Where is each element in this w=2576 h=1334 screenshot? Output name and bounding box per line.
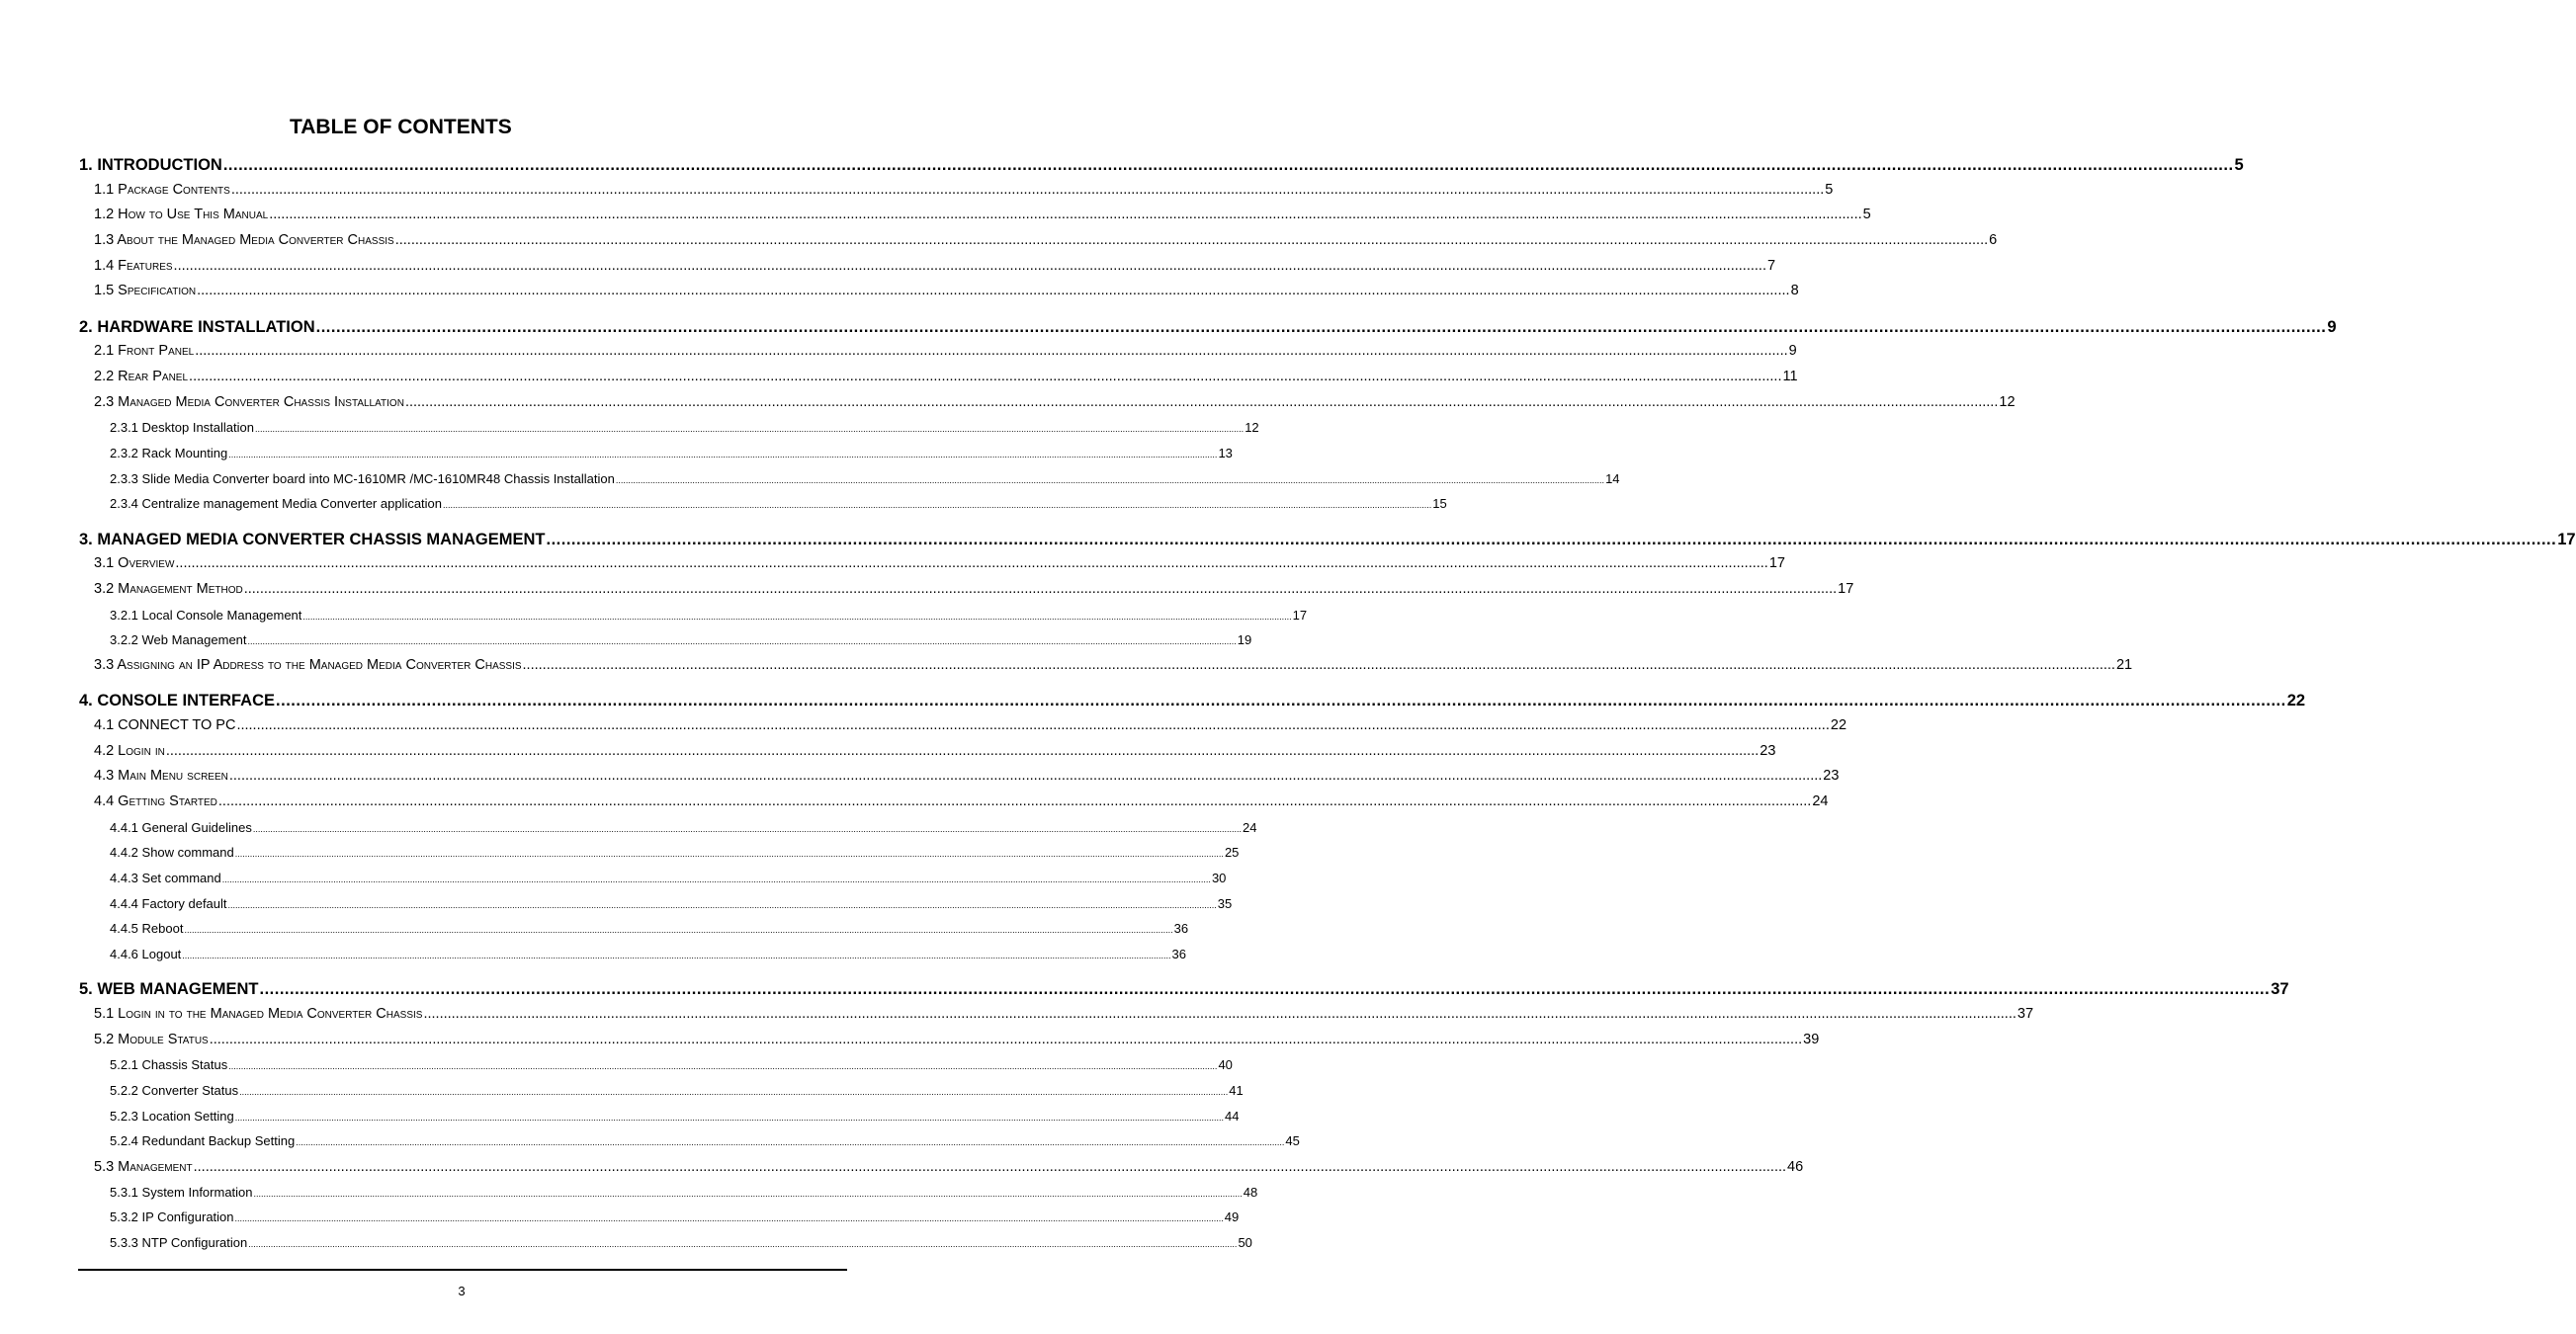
toc-entry-page: 9 (2327, 318, 2337, 336)
toc-entry[interactable] (110, 871, 1227, 885)
toc-entry-page: 21 (2115, 657, 2133, 673)
toc-entry[interactable] (94, 717, 1847, 733)
toc-entry[interactable] (110, 496, 1447, 511)
toc-entry-label: 5.2.3 Location Setting (110, 1109, 234, 1124)
toc-entry-page: 37 (2017, 1006, 2034, 1022)
toc-entry[interactable] (110, 608, 1308, 623)
toc-entry[interactable] (94, 793, 1829, 809)
toc-entry[interactable] (110, 947, 1186, 961)
toc-dot-leader: ................................................................................................................................................................................................................................................................................................................................................................................................................ (222, 156, 2234, 174)
toc-entry-page: 50 (1238, 1235, 1252, 1250)
toc-dot-leader: ................................................................................................................................................................................................................................................................................................................................................................................................................ (230, 182, 1825, 198)
toc-entry-page: 14 (1605, 471, 1620, 486)
toc-entry-label: 4.4.4 Factory default (110, 896, 227, 911)
toc-entry-label: 3.1 Overview (94, 555, 175, 571)
toc-entry[interactable] (94, 369, 1798, 384)
toc-entry[interactable] (110, 632, 1252, 647)
toc-entry[interactable] (94, 207, 1871, 222)
toc-entry-page: 17 (2557, 531, 2576, 548)
toc-dot-leader: ................................................................................................................................................................................................................................................................................................................................................................................................................ (315, 318, 2327, 336)
toc-entry-label: 5.2.1 Chassis Status (110, 1057, 228, 1072)
toc-dot-leader: ................................................................................................................................................................................................................................................................................................................................................................................................................ (228, 1061, 1218, 1071)
toc-entry-label: 1.1 Package Contents (94, 182, 230, 198)
toc-entry[interactable] (94, 1032, 1820, 1047)
toc-entry-page: 5 (1825, 182, 1834, 198)
toc-entry-page: 40 (1218, 1057, 1233, 1072)
toc-entry-label: 5.2.2 Converter Status (110, 1083, 239, 1098)
toc-entry-label: 1.5 Specification (94, 283, 197, 298)
toc-entry-label: 5. WEB MANAGEMENT (79, 980, 259, 998)
toc-dot-leader: ................................................................................................................................................................................................................................................................................................................................................................................................................ (165, 743, 1760, 759)
toc-entry-page: 12 (1999, 394, 2016, 410)
toc-dot-leader: ................................................................................................................................................................................................................................................................................................................................................................................................................ (247, 636, 1237, 646)
toc-entry-page: 35 (1217, 896, 1233, 911)
toc-entry-label: 1. INTRODUCTION (79, 156, 222, 174)
toc-entry-label: 1.4 Features (94, 258, 173, 274)
toc-dot-leader: ................................................................................................................................................................................................................................................................................................................................................................................................................ (182, 951, 1171, 960)
toc-dot-leader: ................................................................................................................................................................................................................................................................................................................................................................................................................ (269, 207, 1862, 222)
toc-entry-page: 15 (1432, 496, 1447, 511)
toc-dot-leader: ................................................................................................................................................................................................................................................................................................................................................................................................................ (423, 1006, 2017, 1022)
toc-dot-leader: ................................................................................................................................................................................................................................................................................................................................................................................................................ (239, 1087, 1229, 1097)
toc-entry-page: 24 (1243, 820, 1257, 835)
toc-dot-leader: ................................................................................................................................................................................................................................................................................................................................................................................................................ (173, 258, 1766, 274)
toc-entry-label: 4.4.3 Set command (110, 871, 221, 885)
toc-entry[interactable] (110, 845, 1240, 860)
toc-entry[interactable] (79, 980, 2289, 999)
toc-entry-page: 45 (1285, 1133, 1300, 1148)
toc-entry-label: 3. MANAGED MEDIA CONVERTER CHASSIS MANAGEMENT (79, 531, 546, 548)
toc-entry-label: 5.2 Module Status (94, 1032, 209, 1047)
toc-dot-leader: ................................................................................................................................................................................................................................................................................................................................................................................................................ (394, 232, 1989, 248)
toc-entry-label: 4.4.1 General Guidelines (110, 820, 252, 835)
toc-dot-leader: ................................................................................................................................................................................................................................................................................................................................................................................................................ (259, 980, 2271, 998)
toc-dot-leader: ................................................................................................................................................................................................................................................................................................................................................................................................................ (253, 1189, 1243, 1199)
toc-entry-label: 5.1 Login in to the Managed Media Converter Chassis (94, 1006, 423, 1022)
toc-entry[interactable] (94, 182, 1834, 198)
toc-dot-leader: ................................................................................................................................................................................................................................................................................................................................................................................................................ (193, 1159, 1787, 1175)
toc-entry-label: 4.2 Login in (94, 743, 165, 759)
toc-entry-page: 44 (1224, 1109, 1240, 1124)
toc-entry[interactable] (110, 1235, 1252, 1250)
toc-dot-leader: ................................................................................................................................................................................................................................................................................................................................................................................................................ (404, 394, 1999, 410)
toc-entry-label: 3.2.2 Web Management (110, 632, 247, 647)
toc-entry-label: 4.4.6 Logout (110, 947, 182, 961)
toc-dot-leader: ................................................................................................................................................................................................................................................................................................................................................................................................................ (197, 283, 1790, 298)
toc-dot-leader: ................................................................................................................................................................................................................................................................................................................................................................................................................ (276, 692, 2286, 709)
toc-entry-label: 4. CONSOLE INTERFACE (79, 692, 276, 709)
toc-dot-leader: ................................................................................................................................................................................................................................................................................................................................................................................................................ (234, 1213, 1224, 1223)
toc-entry-page: 36 (1173, 921, 1189, 936)
toc-dot-leader: ................................................................................................................................................................................................................................................................................................................................................................................................................ (522, 657, 2115, 673)
toc-dot-leader: ................................................................................................................................................................................................................................................................................................................................................................................................................ (175, 555, 1768, 571)
toc-entry-page: 22 (2286, 692, 2306, 709)
toc-entry[interactable] (94, 1006, 2034, 1022)
page-number: 3 (458, 1284, 466, 1298)
toc-entry[interactable] (94, 657, 2133, 673)
toc-entry-page: 17 (1838, 581, 1854, 597)
toc-entry[interactable] (110, 1185, 1258, 1200)
toc-entry[interactable] (110, 446, 1233, 460)
toc-entry-page: 6 (1989, 232, 1998, 248)
toc-entry-page: 41 (1229, 1083, 1244, 1098)
toc-entry-label: 4.4.2 Show command (110, 845, 234, 860)
toc-entry[interactable] (94, 258, 1776, 274)
toc-entry-page: 5 (2234, 156, 2244, 174)
toc-entry-label: 4.1 CONNECT TO PC (94, 717, 236, 733)
toc-dot-leader: ................................................................................................................................................................................................................................................................................................................................................................................................................ (195, 343, 1788, 359)
toc-entry-label: 2.3.2 Rack Mounting (110, 446, 228, 460)
toc-dot-leader: ................................................................................................................................................................................................................................................................................................................................................................................................................ (221, 875, 1211, 884)
toc-entry-label: 4.4.5 Reboot (110, 921, 184, 936)
toc-entry-label: 1.3 About the Managed Media Converter Chassis (94, 232, 394, 248)
toc-entry[interactable] (94, 581, 1854, 597)
toc-entry-page: 39 (1803, 1032, 1820, 1047)
toc-entry-page: 25 (1224, 845, 1240, 860)
toc-entry-label: 2.3.3 Slide Media Converter board into MC-1610MR /MC-1610MR48 Chassis Installation (110, 471, 615, 486)
toc-entry-page: 23 (1760, 743, 1776, 759)
toc-dot-leader: ................................................................................................................................................................................................................................................................................................................................................................................................................ (236, 717, 1830, 733)
toc-entry-page: 5 (1862, 207, 1871, 222)
toc-dot-leader: ................................................................................................................................................................................................................................................................................................................................................................................................................ (443, 500, 1432, 510)
toc-dot-leader: ................................................................................................................................................................................................................................................................................................................................................................................................................ (546, 531, 2557, 548)
toc-entry-page: 37 (2271, 980, 2289, 998)
toc-entry[interactable] (110, 896, 1233, 911)
toc-entry[interactable] (110, 1057, 1233, 1072)
toc-entry-page: 22 (1830, 717, 1847, 733)
toc-entry-label: 3.3 Assigning an IP Address to the Managed Media Converter Chassis (94, 657, 522, 673)
toc-entry[interactable] (94, 555, 1785, 571)
toc-entry[interactable] (79, 156, 2244, 175)
toc-entry-page: 46 (1787, 1159, 1804, 1175)
toc-entry-page: 8 (1790, 283, 1799, 298)
footer-rule (78, 1269, 847, 1271)
toc-entry[interactable] (110, 471, 1620, 486)
toc-dot-leader: ................................................................................................................................................................................................................................................................................................................................................................................................................ (243, 581, 1838, 597)
toc-entry-page: 49 (1224, 1209, 1240, 1224)
toc-entry-page: 13 (1218, 446, 1233, 460)
toc-entry-page: 23 (1823, 768, 1840, 784)
toc-entry-page: 19 (1237, 632, 1252, 647)
toc-entry[interactable] (94, 343, 1797, 359)
toc-entry[interactable] (79, 531, 2576, 549)
toc-entry-label: 2.2 Rear Panel (94, 369, 189, 384)
toc-dot-leader: ................................................................................................................................................................................................................................................................................................................................................................................................................ (254, 424, 1245, 434)
toc-dot-leader: ................................................................................................................................................................................................................................................................................................................................................................................................................ (228, 768, 1823, 784)
toc-entry[interactable] (94, 232, 1998, 248)
toc-entry[interactable] (110, 420, 1259, 435)
toc-entry[interactable] (79, 318, 2337, 337)
toc-dot-leader: ................................................................................................................................................................................................................................................................................................................................................................................................................ (184, 925, 1173, 935)
toc-entry-label: 3.2 Management Method (94, 581, 243, 597)
toc-entry-label: 2.3.1 Desktop Installation (110, 420, 254, 435)
toc-dot-leader: ................................................................................................................................................................................................................................................................................................................................................................................................................ (296, 1137, 1285, 1147)
toc-entry-label: 2. HARDWARE INSTALLATION (79, 318, 315, 336)
toc-entry[interactable] (110, 1109, 1240, 1124)
toc-entry-page: 30 (1211, 871, 1227, 885)
toc-entry-label: 5.3.1 System Information (110, 1185, 253, 1200)
toc-entry-label: 2.3 Managed Media Converter Chassis Installation (94, 394, 404, 410)
toc-entry-page: 17 (1768, 555, 1785, 571)
toc-entry[interactable] (94, 1159, 1804, 1175)
toc-entry-page: 48 (1243, 1185, 1258, 1200)
toc-entry[interactable] (94, 283, 1799, 298)
toc-dot-leader: ................................................................................................................................................................................................................................................................................................................................................................................................................ (234, 849, 1224, 859)
toc-dot-leader: ................................................................................................................................................................................................................................................................................................................................................................................................................ (302, 612, 1292, 622)
toc-entry-label: 3.2.1 Local Console Management (110, 608, 302, 623)
toc-entry-page: 17 (1292, 608, 1308, 623)
toc-entry-label: 2.1 Front Panel (94, 343, 195, 359)
toc-entry-label: 5.3.2 IP Configuration (110, 1209, 234, 1224)
toc-entry[interactable] (94, 743, 1776, 759)
toc-entry[interactable] (110, 1083, 1244, 1098)
toc-entry[interactable] (110, 1133, 1300, 1148)
toc-entry-label: 5.3.3 NTP Configuration (110, 1235, 248, 1250)
toc-dot-leader: ................................................................................................................................................................................................................................................................................................................................................................................................................ (189, 369, 1782, 384)
toc-entry-page: 12 (1245, 420, 1259, 435)
toc-entry-page: 9 (1788, 343, 1797, 359)
toc-entry-label: 5.2.4 Redundant Backup Setting (110, 1133, 296, 1148)
toc-entry[interactable] (110, 820, 1257, 835)
toc-dot-leader: ................................................................................................................................................................................................................................................................................................................................................................................................................ (248, 1239, 1238, 1249)
toc-entry[interactable] (79, 692, 2306, 710)
toc-dot-leader: ................................................................................................................................................................................................................................................................................................................................................................................................................ (227, 900, 1217, 910)
toc-entry-label: 4.3 Main Menu screen (94, 768, 228, 784)
toc-entry[interactable] (94, 394, 2016, 410)
toc-entry-page: 7 (1766, 258, 1776, 274)
toc-entry-label: 1.2 How to Use This Manual (94, 207, 269, 222)
toc-dot-leader: ................................................................................................................................................................................................................................................................................................................................................................................................................ (228, 450, 1218, 459)
toc-entry[interactable] (110, 921, 1189, 936)
toc-dot-leader: ................................................................................................................................................................................................................................................................................................................................................................................................................ (252, 824, 1243, 834)
toc-dot-leader: ................................................................................................................................................................................................................................................................................................................................................................................................................ (209, 1032, 1803, 1047)
toc-entry[interactable] (94, 768, 1840, 784)
toc-dot-leader: ................................................................................................................................................................................................................................................................................................................................................................................................................ (234, 1113, 1224, 1123)
toc-dot-leader: ................................................................................................................................................................................................................................................................................................................................................................................................................ (217, 793, 1812, 809)
toc-entry-page: 36 (1171, 947, 1186, 961)
toc-entry-page: 11 (1782, 369, 1798, 384)
toc-entry[interactable] (110, 1209, 1240, 1224)
toc-entry-label: 4.4 Getting Started (94, 793, 217, 809)
toc-entry-page: 24 (1812, 793, 1829, 809)
toc-entry-label: 2.3.4 Centralize management Media Converter application (110, 496, 443, 511)
toc-dot-leader: ................................................................................................................................................................................................................................................................................................................................................................................................................ (615, 475, 1605, 485)
toc-title: TABLE OF CONTENTS (290, 116, 512, 138)
toc-entry-label: 5.3 Management (94, 1159, 193, 1175)
